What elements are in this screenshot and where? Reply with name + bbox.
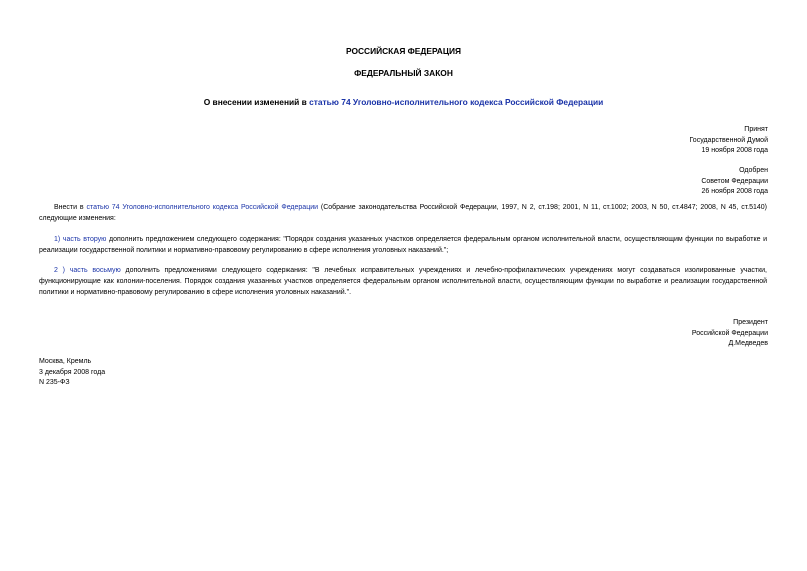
intro-paragraph <box>39 203 767 225</box>
president-signature-block <box>692 318 768 350</box>
title-prefix: О внесении изменений в <box>203 97 310 107</box>
item-one-paragraph <box>39 235 767 257</box>
footer-date: 3 декабря 2008 года <box>39 368 106 376</box>
footer-place: Москва, Кремль <box>39 358 92 365</box>
accepted-label: Принят <box>744 126 768 133</box>
approved-block <box>701 166 768 198</box>
approved-date: 26 ноября 2008 года <box>701 188 768 196</box>
accepted-block <box>689 125 768 157</box>
intro-article-link[interactable]: статью 74 Уголовно-исполнительного кодекса Российской Федерации <box>86 204 319 211</box>
item-two-number: 2 ) <box>54 267 70 274</box>
president-country: Российской Федерации <box>691 329 768 337</box>
country-heading: РОССИЙСКАЯ ФЕДЕРАЦИЯ <box>345 46 462 56</box>
law-type-heading: ФЕДЕРАЛЬНЫЙ ЗАКОН <box>354 68 453 78</box>
accepted-date: 19 ноября 2008 года <box>701 147 768 155</box>
intro-suffix: (Собрание законодательства Российской Федерации, 1997, N 2, ст.198; 2001, N 11, ст.1002; 2003, N 50, ст.4847; 2008, N 45, ст.5140) следующие изменения: <box>39 204 767 222</box>
item-one-text: дополнить предложением следующего содержания: "Порядок создания указанных участков определяется федеральным органом исполнительной власти, осуществляющим функции по выработке и реализации государственной политики и нормативно-правовому регулированию в сфере исполнения уголовных наказаний."; <box>39 236 768 254</box>
president-title: Президент <box>733 319 768 326</box>
title-article-link[interactable]: статью 74 Уголовно-исполнительного кодекса Российской Федерации <box>309 97 604 107</box>
item-one-number: 1) <box>54 236 63 243</box>
item-two-text: дополнить предложениями следующего содержания: "В лечебных исправительных учреждениях и лечебно-профилактических учреждениях могут создаваться изолированные участки, функционирующие как колонии-поселения. Порядок создания указанных участков определяется федеральным органом исполнительной власти, осуществляющим функции по выработке и реализации государственной политики и нормативно-правовому регулированию в сфере исполнения уголовных наказаний.". <box>39 267 767 296</box>
approved-body: Советом Федерации <box>701 177 768 185</box>
footer-block <box>39 357 105 389</box>
footer-law-number: N 235-ФЗ <box>39 379 70 387</box>
document-title <box>0 97 807 107</box>
item-two-link[interactable]: часть восьмую <box>69 267 121 274</box>
intro-prefix: Внести в <box>54 204 87 211</box>
item-two-paragraph <box>39 266 767 298</box>
approved-label: Одобрен <box>739 167 768 174</box>
item-one-link[interactable]: часть вторую <box>62 236 107 243</box>
president-name: Д.Медведев <box>728 340 768 348</box>
accepted-body: Государственной Думой <box>689 136 768 144</box>
